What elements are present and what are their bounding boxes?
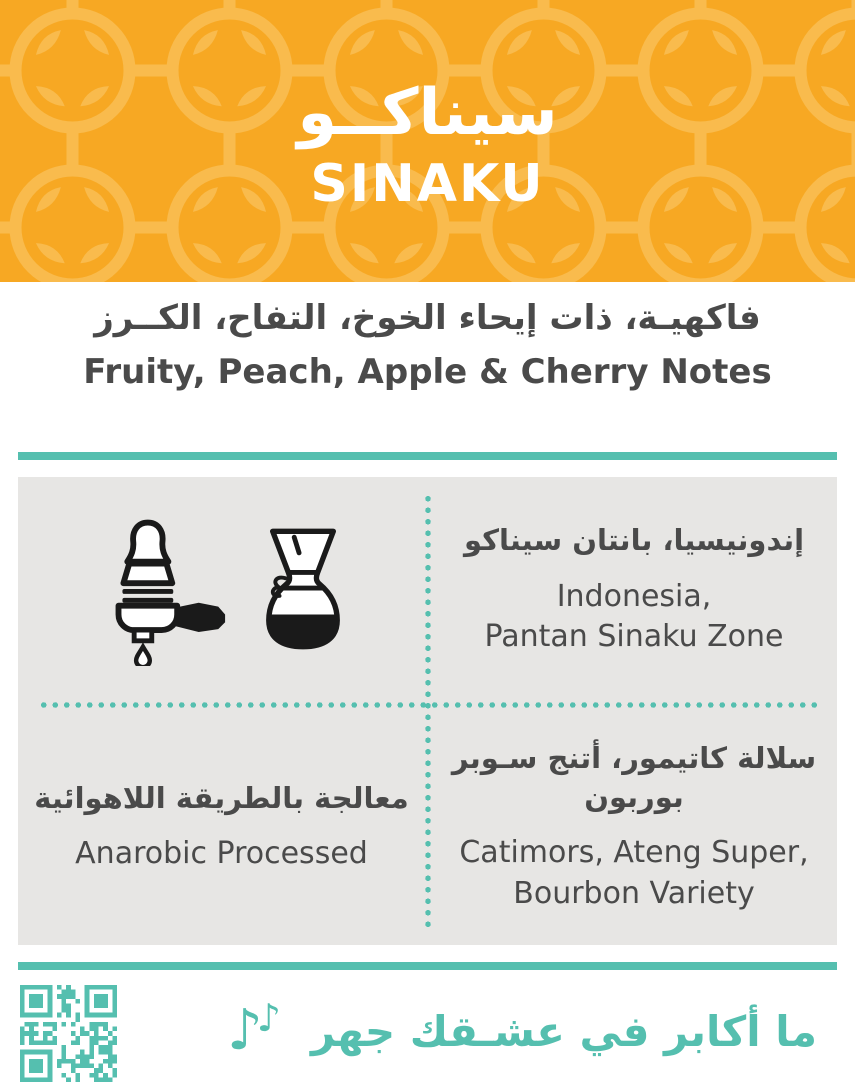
- origin-arabic: إندونيسيا، بانتان سيناكو: [463, 523, 805, 558]
- variety-arabic: [452, 739, 816, 817]
- origin-english-line2: Pantan Sinaku Zone: [484, 619, 784, 655]
- header-banner: [0, 0, 855, 282]
- music-note-small-icon: ♪: [256, 996, 282, 1040]
- origin-english: [485, 577, 784, 658]
- chemex-icon: [259, 527, 347, 653]
- tasting-notes-arabic: فاكهيـة، ذات إيحاء الخوخ، التفاح، الكــرز: [94, 298, 761, 338]
- variety-quadrant: [431, 708, 837, 945]
- info-panel: [18, 477, 837, 945]
- teal-divider-top: [18, 452, 837, 460]
- origin-english-line1: Indonesia,: [556, 578, 712, 614]
- variety-arabic-line1: سلالة كاتيمور، أتنج سـوبر: [451, 740, 817, 775]
- brand-name-arabic: سيناكــو: [297, 76, 558, 151]
- brew-methods-quadrant: [18, 477, 425, 702]
- variety-english-line2: Bourbon Variety: [513, 875, 755, 911]
- variety-english: [459, 833, 808, 914]
- variety-arabic-line2: بوربون: [584, 780, 684, 814]
- tagline-arabic: ما أكابر في عشـقك جهر: [311, 1006, 818, 1056]
- music-notes: [227, 996, 287, 1063]
- tasting-notes: [0, 296, 855, 392]
- tasting-notes-english: Fruity, Peach, Apple & Cherry Notes: [83, 352, 772, 393]
- qr-code: [20, 985, 117, 1082]
- process-english: Anarobic Processed: [75, 835, 368, 871]
- brand-name-english: SINAKU: [310, 154, 545, 215]
- variety-english-line1: Catimors, Ateng Super,: [459, 835, 809, 871]
- music-note-large-icon: ♪: [227, 998, 263, 1063]
- process-quadrant: [18, 708, 425, 945]
- teal-divider-bottom: [18, 962, 837, 970]
- footer-tagline: [117, 975, 837, 1087]
- portafilter-icon: [97, 514, 229, 666]
- process-arabic: معالجة بالطريقة اللاهوائية: [34, 780, 409, 815]
- origin-quadrant: [431, 477, 837, 702]
